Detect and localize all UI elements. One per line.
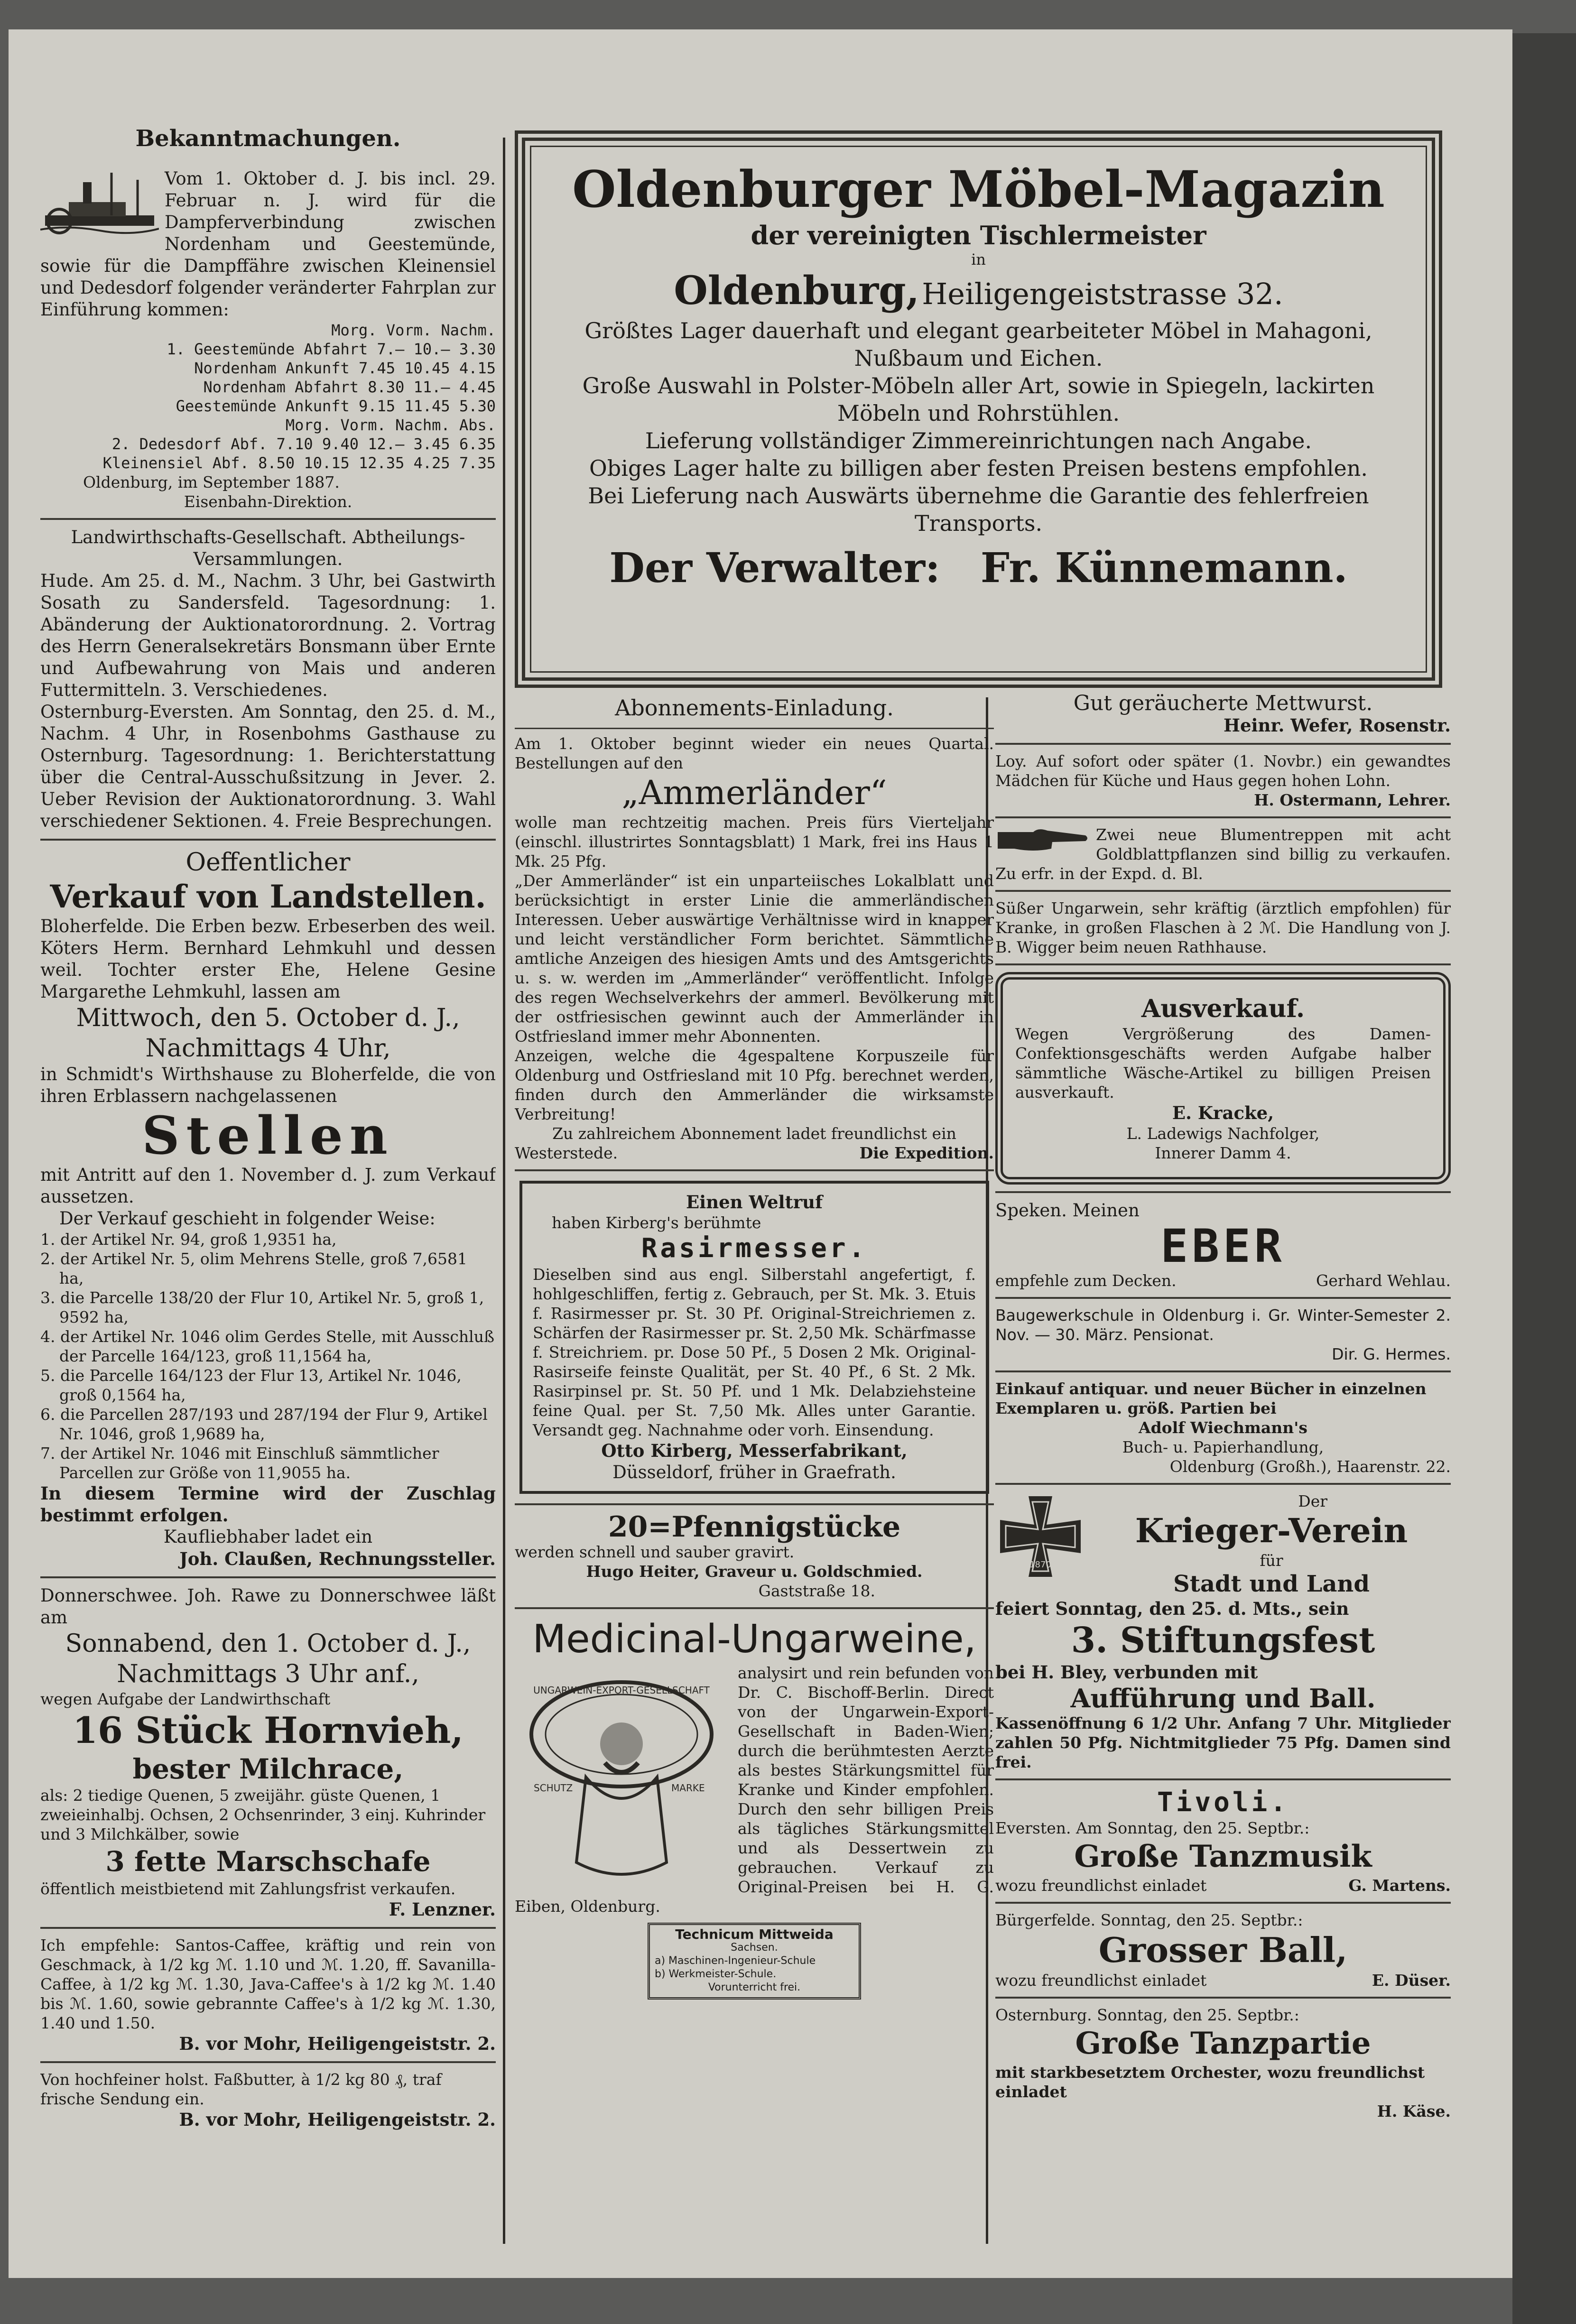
- krieg-title: Krieger-Verein: [1135, 1511, 1408, 1550]
- divider: [515, 1503, 994, 1505]
- section-title: Bekanntmachungen.: [135, 125, 401, 152]
- seal-text: UNGARWEIN-EXPORT-GESELLSCHAFT: [533, 1685, 710, 1696]
- ungarwein-ad: Süßer Ungarwein, sehr kräftig (ärztlich empfohlen) für Kranke, in großen Flaschen à 2 ℳ. Die Handlung von J. B. Wigger beim neuen Rathhause.: [995, 899, 1451, 956]
- ad-sign-right: Fr. Künnemann.: [980, 544, 1348, 592]
- rawe-hornvieh: 16 Stück Hornvieh,: [73, 1709, 464, 1751]
- blumen-ad: Zwei neue Blumentreppen mit acht Goldblattpflanzen sind billig zu verkaufen. Zu erfr. in der Expd. d. Bl.: [995, 825, 1451, 883]
- divider: [40, 839, 496, 841]
- ad-in: in: [971, 250, 986, 269]
- schedule-row: Kleinensiel Abf. 8.50 10.15 12.35 4.25 7.35: [102, 454, 496, 472]
- seal-right: MARKE: [671, 1782, 705, 1794]
- sale-item: 3. die Parcelle 138/20 der Flur 10, Artikel Nr. 5, groß 1, 9592 ha,: [40, 1288, 484, 1326]
- razor-top: Einen Weltruf: [686, 1192, 823, 1213]
- agri-osternburg: Osternburg-Eversten. Am Sonntag, den 25. d. M., Nachm. 4 Uhr, in Rosenbohms Gasthause zu Osternburg. Tagesordnung: 1. Berichterstattung über die Central-Ausschußsitzung in Jever. 2. Ueber Revision der Auktionatorordnung. 3. Wahl verschiedener Sektionen. 4. Freie Besprechungen.: [40, 702, 496, 831]
- divider: [995, 963, 1451, 965]
- divider: [995, 1191, 1451, 1193]
- eber-sign: Gerhard Wehlau.: [1316, 1271, 1451, 1290]
- razor-ad: [519, 1181, 989, 1494]
- krieg-body-3: Kassenöffnung 6 1/2 Uhr. Anfang 7 Uhr. Mitglieder zahlen 50 Pfg. Nichtmitglieder 75 Pfg. Damen sind frei.: [995, 1714, 1451, 1771]
- abo-sign: Die Expedition.: [859, 1144, 994, 1162]
- pfennig-title: 20=Pfennigstücke: [608, 1510, 901, 1544]
- burg-body: Bürgerfelde. Sonntag, den 25. Septbr.:: [995, 1911, 1303, 1929]
- column-rule-left: [503, 138, 505, 2244]
- burg-inv: wozu freundlichst einladet: [995, 1971, 1207, 1990]
- ausverkauf-sign-3: Innerer Damm 4.: [1155, 1144, 1291, 1162]
- schedule-row: Geestemünde Ankunft 9.15 11.45 5.30: [176, 397, 496, 415]
- mohr-butter: Von hochfeiner holst. Faßbutter, à 1/2 kg 80 ₰, traf frische Sendung ein.: [40, 2070, 442, 2108]
- ausverkauf-sign-2: L. Ladewigs Nachfolger,: [1126, 1124, 1320, 1143]
- razor-sign-2: Düsseldorf, früher in Graefrath.: [612, 1462, 896, 1482]
- burg-big: Grosser Ball,: [1098, 1930, 1348, 1970]
- abo-title: Abonnements-Einladung.: [615, 695, 894, 721]
- schedule-row: 1. Geestemünde Abfahrt 7.— 10.— 3.30: [167, 340, 496, 358]
- furniture-ad: [515, 130, 1442, 688]
- ost-big: Große Tanzpartie: [1075, 2026, 1371, 2061]
- pfennig-sign: Hugo Heiter, Graveur u. Goldschmied.: [586, 1562, 923, 1581]
- wurst-sign: Heinr. Wefer, Rosenstr.: [1223, 715, 1451, 736]
- abo-text: „Der Ammerländer“ ist ein unparteiisches Lokalblatt und berücksichtigt in erster Linie die ammerländischen Interessen. Ueber auswärtige Verhältnisse wird in knapper und leicht verständlicher Form berichtet. Sämmtliche amtliche Anzeigen des hiesigen Amts und des Amtsgerichts u. s. w. werden im „Ammerländer“ veröffentlicht. Infolge des regen Wechselverkehrs der ammerl. Bevölkerung mit der ostfriesischen gewinnt auch der Ammerländer in Ostfriesland immer mehr Abonnenten.: [515, 871, 994, 1046]
- schedule-row: Nordenham Ankunft 7.45 10.45 4.15: [194, 359, 496, 377]
- cross-year: 1870: [1029, 1560, 1051, 1570]
- sale-item: 2. der Artikel Nr. 5, olim Mehrens Stelle, groß 7,6581 ha,: [40, 1250, 467, 1287]
- sale-place: in Schmidt's Wirthshause zu Bloherfelde, die von ihren Erblassern nachgelassenen: [40, 1064, 496, 1106]
- stellen-lead: Der Verkauf geschieht in folgender Weise:: [59, 1208, 436, 1229]
- wine-seal-icon: [515, 1663, 728, 1886]
- rawe-time: Nachmittags 3 Uhr anf.,: [117, 1660, 419, 1688]
- sale-item: 6. die Parcellen 287/193 und 287/194 der Flur 9, Artikel Nr. 1046, groß 1,9689 ha,: [40, 1405, 488, 1443]
- stellen-heading: Stellen: [142, 1105, 394, 1166]
- razor-body: Dieselben sind aus engl. Silberstahl angefertigt, f. hohlgeschliffen, fertig z. Gebrauch, per St. Mk. 3. Etuis f. Rasirmesser pr. St. 30 Pf. Original-Streichriemen z. Schärfen der Rasirmesser pr. St. 2,50 Mk. Schärfmasse f. Streichriem. pr. Dose 50 Pf., 5 Dosen 2 Mk. Original-Rasirseife feinste Qualität, per St. 40 Pf., 6 St. 2 Mk. Rasirpinsel pr. St. 50 Pf. und 1 Mk. Delabziehsteine feine Qual. per St. 7,50 Mk. Alles unter Garantie. Versandt geg. Nachnahme oder vorh. Einsendung.: [533, 1265, 976, 1439]
- pfennig-addr: Gaststraße 18.: [758, 1582, 875, 1600]
- eber-pre: Speken. Meinen: [995, 1200, 1140, 1221]
- tivoli-sign-line: [995, 1876, 1451, 1895]
- abo-sign-line: [515, 1143, 994, 1163]
- sale-item: 4. der Artikel Nr. 1046 olim Gerdes Stelle, mit Ausschluß der Parcelle 164/123, groß 11,1564 ha,: [40, 1327, 495, 1365]
- abo-text: Am 1. Oktober beginnt wieder ein neues Quartal. Bestellungen auf den: [515, 734, 994, 772]
- sale-item: 7. der Artikel Nr. 1046 mit Einschluß sämmtlicher Parcellen zur Größe von 11,9055 ha.: [40, 1444, 439, 1482]
- column-1: [40, 123, 496, 2130]
- iron-cross-icon: [995, 1491, 1085, 1582]
- tech-title: Technicum Mittweida: [675, 1926, 834, 1942]
- tivoli-sign: G. Martens.: [1348, 1876, 1451, 1895]
- schedule-row: 2. Dedesdorf Abf. 7.10 9.40 12.— 3.45 6.35: [111, 435, 496, 453]
- divider: [995, 1370, 1451, 1372]
- ad-street: Heiligengeiststrasse 32.: [922, 277, 1283, 311]
- tech-c: Vorunterricht frei.: [708, 1981, 801, 1993]
- technicum-ad: [648, 1923, 861, 2000]
- rawe-intro: Donnerschwee. Joh. Rawe zu Donnerschwee läßt am: [40, 1585, 496, 1628]
- agri-hude: Hude. Am 25. d. M., Nachm. 3 Uhr, bei Gastwirth Sosath zu Sandersfeld. Tagesordnung: 1. Abänderung der Auktionatorordnung. 2. Vortrag des Herrn Generalsekretärs Bonsmann über Ernte und Aufbewahrung von Mais und anderen Futtermitteln. 3. Verschiedenes.: [40, 571, 496, 700]
- divider: [40, 2061, 496, 2063]
- tech-b: b) Werkmeister-Schule.: [655, 1968, 777, 1980]
- divider: [995, 890, 1451, 892]
- mohr-sign-2: B. vor Mohr, Heiligengeiststr. 2.: [179, 2109, 496, 2130]
- buch-ad: Einkauf antiquar. und neuer Bücher in einzelnen Exemplaren u. größ. Partien bei: [995, 1380, 1427, 1417]
- bau-ad: Baugewerkschule in Oldenburg i. Gr. Winter-Semester 2. Nov. — 30. März. Pensionat.: [995, 1306, 1451, 1344]
- razor-sign: Otto Kirberg, Messerfabrikant,: [601, 1440, 908, 1461]
- mohr-sign: B. vor Mohr, Heiligengeiststr. 2.: [179, 2033, 496, 2054]
- loy-sign: H. Ostermann, Lehrer.: [1254, 791, 1451, 809]
- tech-a: a) Maschinen-Ingenieur-Schule: [655, 1955, 816, 1967]
- pointing-hand-icon: [995, 825, 1090, 853]
- divider: [995, 1997, 1451, 1999]
- burg-sign: E. Düser.: [1372, 1971, 1451, 1990]
- divider: [995, 1483, 1451, 1485]
- stellen-after: mit Antritt auf den 1. November d. J. zum Verkauf aussetzen.: [40, 1165, 496, 1207]
- ad-city: Oldenburg,: [674, 268, 920, 314]
- steamship-icon: [40, 168, 159, 239]
- ost-sign: H. Käse.: [1377, 2102, 1451, 2120]
- abo-text: Anzeigen, welche die 4gespaltene Korpuszeile für Oldenburg und Ostfriesland mit 10 Pfg. berechnet werden, finden durch den Ammerländer die wirksamste Verbreitung!: [515, 1046, 994, 1123]
- schedule-row: Nordenham Abfahrt 8.30 11.— 4.45: [203, 378, 496, 396]
- buch-sign: Adolf Wiechmann's: [1139, 1418, 1307, 1437]
- rawe-list: als: 2 tiedige Quenen, 5 zweijähr. güste Quenen, 1 zweieinhalbj. Ochsen, 2 Ochsenrinder, 3 einj. Kuhrinder und 3 Milchkälber, sowie: [40, 1786, 486, 1843]
- ad-line: Größtes Lager dauerhaft und elegant gearbeiteter Möbel in Mahagoni, Nußbaum und Eichen.: [584, 318, 1372, 371]
- schedule-header: Morg. Vorm. Nachm. Abs.: [285, 416, 496, 434]
- sale-date: Mittwoch, den 5. October d. J.,: [76, 1004, 460, 1032]
- kauf-sign: Joh. Claußen, Rechnungssteller.: [179, 1548, 496, 1569]
- abo-text: wolle man rechtzeitig machen. Preis fürs Vierteljahr (einschl. illustrirtes Sonntagsblatt) 1 Mark, frei ins Haus 1 Mk. 25 Pfg.: [515, 813, 994, 870]
- tivoli-body: Eversten. Am Sonntag, den 25. Septbr.:: [995, 1819, 1310, 1837]
- krieg-der: Der: [1298, 1492, 1327, 1510]
- ad-line: Große Auswahl in Polster-Möbeln aller Art, sowie in Spiegeln, lackirten Möbeln und Rohrstühlen.: [582, 373, 1375, 426]
- sale-pre: Oeffentlicher: [185, 848, 351, 877]
- eber-post: empfehle zum Decken.: [995, 1271, 1177, 1290]
- ferry-date: Oldenburg, im September 1887.: [83, 473, 340, 491]
- ad-line: Bei Lieferung nach Auswärts übernehme die Garantie des fehlerfreien Transports.: [588, 483, 1369, 536]
- buch-addr: Oldenburg (Großh.), Haarenstr. 22.: [1169, 1457, 1451, 1476]
- krieg-sub: Stadt und Land: [1173, 1571, 1370, 1597]
- divider: [995, 1902, 1451, 1904]
- agri-heading: Landwirthschafts-Gesellschaft. Abtheilungs-Versammlungen.: [71, 527, 465, 569]
- divider: [995, 743, 1451, 745]
- abo-name: „Ammerländer“: [621, 773, 887, 812]
- divider: [995, 816, 1451, 818]
- rawe-date: Sonnabend, den 1. October d. J.,: [65, 1630, 471, 1658]
- tivoli-big: Große Tanzmusik: [1074, 1839, 1372, 1874]
- ad-line: Lieferung vollständiger Zimmereinrichtungen nach Angabe.: [645, 428, 1312, 454]
- column-2: [515, 693, 994, 2000]
- divider: [40, 518, 496, 520]
- seal-left: SCHUTZ: [534, 1782, 573, 1794]
- divider: [515, 1607, 994, 1609]
- column-3: [995, 693, 1451, 2121]
- razor-title: Rasirmesser.: [641, 1233, 868, 1264]
- ad-address-line: [543, 268, 1414, 317]
- ferry-sign: Eisenbahn-Direktion.: [184, 492, 352, 511]
- divider: [995, 1778, 1451, 1780]
- tech-sub: Sachsen.: [731, 1942, 778, 1954]
- krieg-body-2: bei H. Bley, verbunden mit: [995, 1662, 1258, 1683]
- wine-title: Medicinal-Ungarweine,: [532, 1617, 976, 1662]
- divider: [515, 728, 994, 729]
- sale-title: Verkauf von Landstellen.: [50, 878, 486, 915]
- ausverkauf-ad: [995, 972, 1451, 1185]
- rawe-sign: F. Lenzner.: [389, 1899, 496, 1920]
- buch-sign-2: Buch- u. Papierhandlung,: [1122, 1438, 1324, 1456]
- sale-intro: Bloherfelde. Die Erben bezw. Erbeserben des weil. Köters Herm. Bernhard Lehmkuhl und dessen weil. Tochter erster Ehe, Helene Gesine Margarethe Lehmkuhl, lassen am: [40, 916, 496, 1002]
- sale-item: 1. der Artikel Nr. 94, groß 1,9351 ha,: [40, 1230, 337, 1249]
- tivoli-title: Tivoli.: [1157, 1787, 1289, 1818]
- ausverkauf-title: Ausverkauf.: [1141, 994, 1305, 1023]
- ad-line: Obiges Lager halte zu billigen aber festen Preisen bestens empfohlen.: [589, 455, 1368, 481]
- kauf: Kaufliebhaber ladet ein: [163, 1527, 373, 1547]
- eber-title: EBER: [1160, 1220, 1286, 1273]
- ost-inv: mit starkbesetztem Orchester, wozu freundlichst einladet: [995, 2063, 1425, 2101]
- rawe-end: öffentlich meistbietend mit Zahlungsfrist verkaufen.: [40, 1880, 456, 1898]
- mohr-coffee: Ich empfehle: Santos-Caffee, kräftig und rein von Geschmack, à 1/2 kg ℳ. 1.10 und ℳ. 1.20, ff. Savanilla-Caffee, à 1/2 kg ℳ. 1.30, Java-Caffee's à 1/2 kg ℳ. 1.40 bis ℳ. 1.60, sowie gebrannte Caffee's à 1/2 kg ℳ. 1.30, 1.40 und 1.50.: [40, 1936, 496, 2032]
- burg-sign-line: [995, 1971, 1451, 1990]
- divider: [995, 1297, 1451, 1299]
- wurst-ad: Gut geräucherte Mettwurst.: [1073, 693, 1373, 715]
- rawe-milch: bester Milchrace,: [132, 1753, 404, 1785]
- ausverkauf-body: Wegen Vergrößerung des Damen-Confektionsgeschäfts werden Aufgabe halber sämmtliche Wäsche-Artikel zu billigen Preisen ausverkauft.: [1015, 1025, 1431, 1102]
- page-edge: [1512, 33, 1576, 2324]
- divider: [40, 1927, 496, 1929]
- ad-sign-line: [543, 545, 1414, 592]
- divider: [515, 1169, 994, 1171]
- eber-sign-line: [995, 1271, 1451, 1290]
- pfennig-body: werden schnell und sauber gravirt.: [515, 1543, 795, 1561]
- razor-sub: haben Kirberg's berühmte: [552, 1213, 761, 1232]
- wine-body: analysirt und rein befunden von Dr. C. Bischoff-Berlin. Direct von der Ungarwein-Export-Gesellschaft in Baden-Wien; durch die berühmtesten Aerzte als bestes Stärkungsmittel für Kranke und Kinder empfohlen. Durch den sehr billigen Preis als tägliches Stärkungsmittel und als Dessertwein zu gebrauchen. Verkauf zu Original-Preisen bei H. G. Eiben, Oldenburg.: [515, 1664, 994, 1916]
- sale-time: Nachmittags 4 Uhr,: [145, 1034, 391, 1063]
- krieg-big: 3. Stiftungsfest: [1071, 1620, 1375, 1661]
- ad-sign-left: Der Verwalter:: [609, 544, 940, 592]
- ad-subtitle: der vereinigten Tischlermeister: [751, 220, 1206, 250]
- abo-text: Zu zahlreichem Abonnement ladet freundlichst ein: [552, 1124, 956, 1143]
- furniture-ad-content: [543, 159, 1414, 592]
- ost-body: Osternburg. Sonntag, den 25. Septbr.:: [995, 2006, 1299, 2024]
- loy-ad: Loy. Auf sofort oder später (1. Novbr.) ein gewandtes Mädchen für Küche und Haus gegen hohen Lohn.: [995, 752, 1451, 790]
- ausverkauf-sign: E. Kracke,: [1172, 1102, 1274, 1123]
- schedule-header: Morg. Vorm. Nachm.: [331, 321, 496, 339]
- bau-sign: Dir. G. Hermes.: [1332, 1345, 1451, 1363]
- zuschlag: In diesem Termine wird der Zuschlag bestimmt erfolgen.: [40, 1483, 496, 1526]
- ferry-notice: Vom 1. Oktober d. J. bis incl. 29. Februar n. J. wird für die Dampferverbindung zwischen Nordenham und Geestemünde, sowie für die Dampffähre zwischen Kleinensiel und Dedesdorf folgender veränderter Fahrplan zur Einführung kommen:: [40, 168, 496, 320]
- divider: [40, 1576, 496, 1578]
- krieg-body: feiert Sonntag, den 25. d. Mts., sein: [995, 1598, 1349, 1619]
- krieg-fur: für: [1260, 1551, 1283, 1570]
- sale-item: 5. die Parcelle 164/123 der Flur 13, Artikel Nr. 1046, groß 0,1564 ha,: [40, 1366, 462, 1404]
- krieg-big-2: Aufführung und Ball.: [1070, 1683, 1376, 1713]
- ad-title: Oldenburger Möbel-Magazin: [572, 159, 1385, 219]
- rawe-schafe: 3 fette Marschschafe: [105, 1845, 431, 1878]
- abo-place: Westerstede.: [515, 1144, 618, 1162]
- rawe-reason: wegen Aufgabe der Landwirthschaft: [40, 1690, 331, 1708]
- tivoli-inv: wozu freundlichst einladet: [995, 1876, 1207, 1895]
